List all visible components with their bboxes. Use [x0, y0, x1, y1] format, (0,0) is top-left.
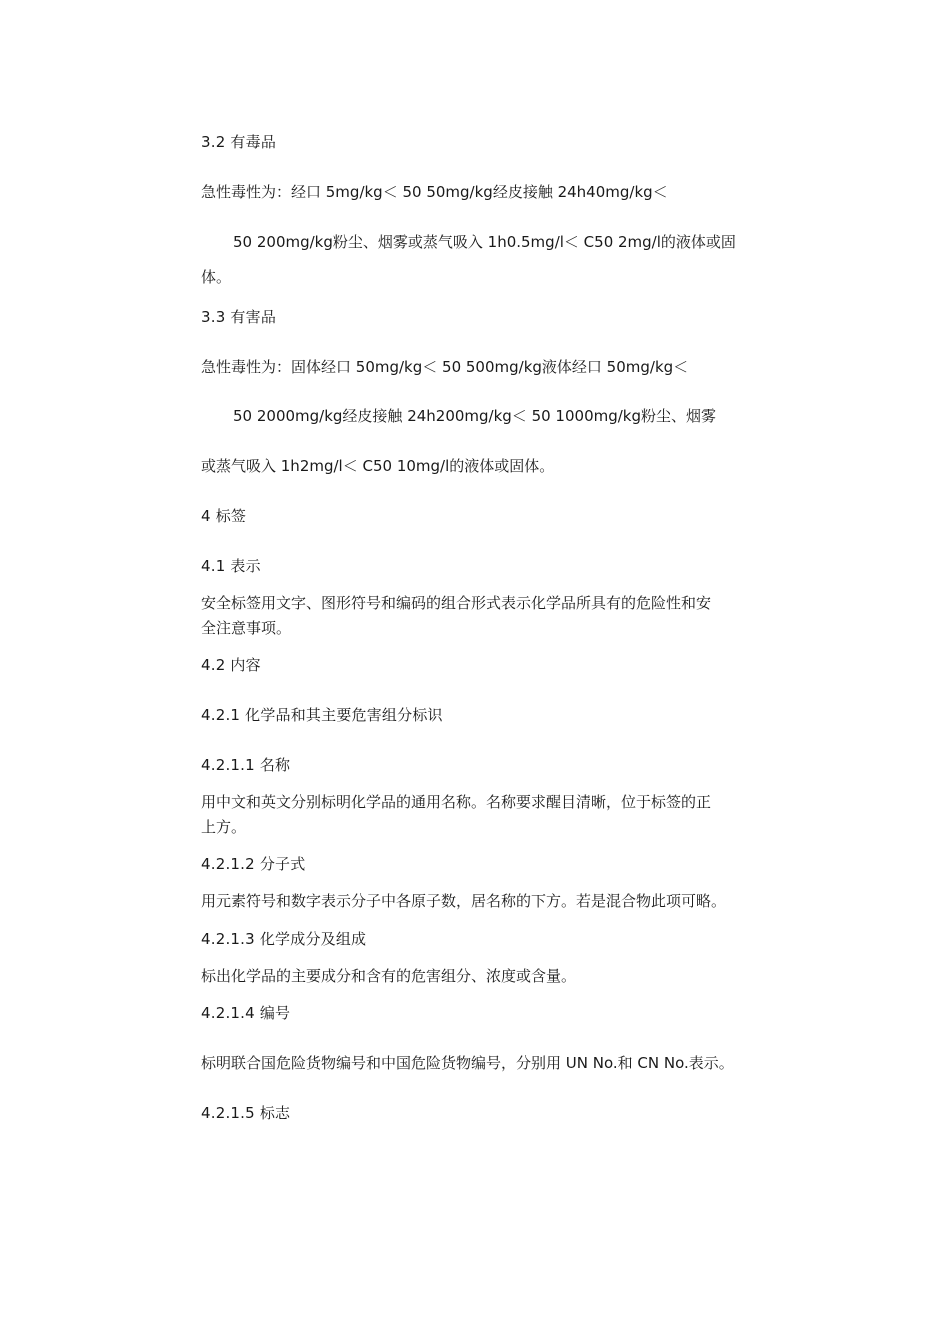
paragraph-line: 用中文和英文分别标明化学品的通用名称。名称要求醒目清晰，位于标签的正 [201, 793, 712, 811]
paragraph-line: 上方。 [201, 818, 247, 836]
section-4-2-1-5-heading: 4.2.1.5 标志 [201, 1104, 291, 1122]
section-4-2-1-3-heading: 4.2.1.3 化学成分及组成 [201, 930, 367, 948]
section-4-1-heading: 4.1 表示 [201, 557, 261, 575]
paragraph-line: 50 200mg/kg粉尘、烟雾或蒸气吸入 1h0.5mg/l＜ C50 2mg/l的液体或固 [233, 233, 736, 251]
paragraph-line: 安全标签用文字、图形符号和编码的组合形式表示化学品所具有的危险性和安 [201, 594, 712, 612]
paragraph-line: 50 2000mg/kg经皮接触 24h200mg/kg＜ 50 1000mg/kg粉尘、烟雾 [233, 407, 717, 425]
section-4-2-1-2-heading: 4.2.1.2 分子式 [201, 855, 306, 873]
section-4-2-heading: 4.2 内容 [201, 656, 261, 674]
paragraph-line: 标明联合国危险货物编号和中国危险货物编号，分别用 UN No.和 CN No.表示。 [201, 1054, 734, 1072]
paragraph-line: 或蒸气吸入 1h2mg/l＜ C50 10mg/l的液体或固体。 [201, 457, 555, 475]
section-4-heading: 4 标签 [201, 507, 247, 525]
paragraph-line: 急性毒性为：固体经口 50mg/kg＜ 50 500mg/kg液体经口 50mg/kg＜ [201, 358, 689, 376]
section-3-2-heading: 3.2 有毒品 [201, 133, 277, 151]
paragraph-line: 体。 [201, 268, 232, 286]
section-4-2-1-4-heading: 4.2.1.4 编号 [201, 1004, 291, 1022]
paragraph-line: 用元素符号和数字表示分子中各原子数，居名称的下方。若是混合物此项可略。 [201, 892, 727, 910]
section-4-2-1-heading: 4.2.1 化学品和其主要危害组分标识 [201, 706, 443, 724]
paragraph-line: 全注意事项。 [201, 619, 292, 637]
paragraph-line: 标出化学品的主要成分和含有的危害组分、浓度或含量。 [201, 967, 577, 985]
section-3-3-heading: 3.3 有害品 [201, 308, 277, 326]
paragraph-line: 急性毒性为：经口 5mg/kg＜ 50 50mg/kg经皮接触 24h40mg/kg＜ [201, 183, 668, 201]
section-4-2-1-1-heading: 4.2.1.1 名称 [201, 756, 291, 774]
